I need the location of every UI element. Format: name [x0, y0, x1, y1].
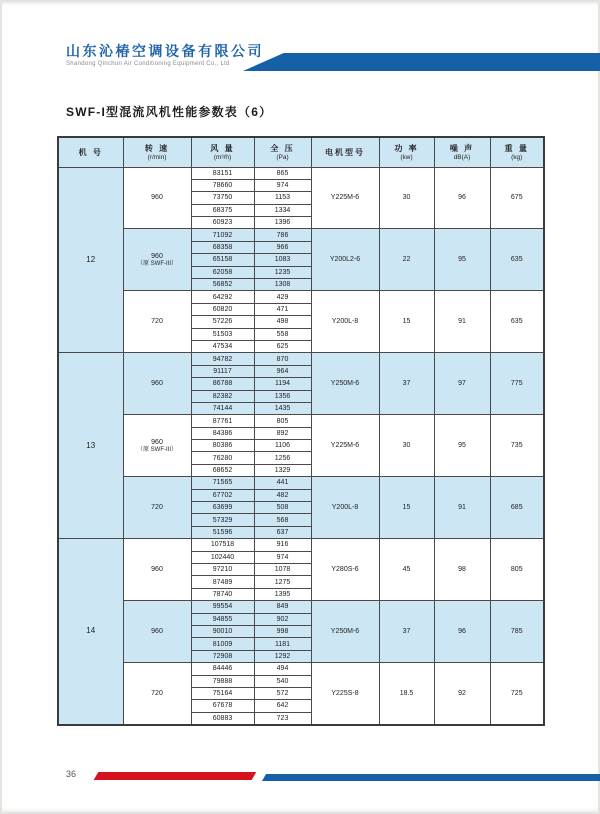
- pressure-cell: 1275: [254, 576, 311, 588]
- pressure-cell: 870: [254, 353, 311, 365]
- pressure-cell: 637: [254, 526, 311, 538]
- speed-cell: 960 （原 SWF-III）: [123, 229, 191, 291]
- col-header: 电机型号: [311, 137, 379, 167]
- speed-cell: 720: [123, 291, 191, 353]
- pressure-cell: 865: [254, 167, 311, 179]
- flow-cell: 47534: [191, 340, 254, 352]
- flow-cell: 94855: [191, 613, 254, 625]
- noise-cell: 91: [434, 291, 490, 353]
- flow-cell: 86788: [191, 378, 254, 390]
- pressure-cell: 1256: [254, 452, 311, 464]
- noise-cell: 96: [434, 601, 490, 663]
- power-cell: 15: [379, 477, 434, 539]
- page-number: 36: [66, 769, 77, 779]
- flow-cell: 78660: [191, 179, 254, 191]
- noise-cell: 95: [434, 229, 490, 291]
- col-header: 转 速 (r/min): [123, 137, 191, 167]
- flow-cell: 102440: [191, 551, 254, 563]
- pressure-cell: 568: [254, 514, 311, 526]
- power-cell: 30: [379, 415, 434, 477]
- motor-cell: Y200L-8: [311, 477, 379, 539]
- pressure-cell: 786: [254, 229, 311, 241]
- pressure-cell: 540: [254, 675, 311, 687]
- weight-cell: 725: [490, 663, 544, 725]
- table-row: [58, 291, 544, 303]
- flow-cell: 63699: [191, 502, 254, 514]
- spec-table-body: [58, 167, 544, 725]
- flow-cell: 84386: [191, 427, 254, 439]
- pressure-cell: 1194: [254, 378, 311, 390]
- pressure-cell: 1329: [254, 464, 311, 476]
- pressure-cell: 441: [254, 477, 311, 489]
- power-cell: 22: [379, 229, 434, 291]
- flow-cell: 60820: [191, 303, 254, 315]
- flow-cell: 60923: [191, 217, 254, 229]
- flow-cell: 74144: [191, 402, 254, 414]
- pressure-cell: 1334: [254, 204, 311, 216]
- flow-cell: 94782: [191, 353, 254, 365]
- pressure-cell: 572: [254, 687, 311, 699]
- noise-cell: 96: [434, 167, 490, 229]
- flow-cell: 57226: [191, 316, 254, 328]
- pressure-cell: 974: [254, 551, 311, 563]
- pressure-cell: 1078: [254, 564, 311, 576]
- flow-cell: 51503: [191, 328, 254, 340]
- weight-cell: 735: [490, 415, 544, 477]
- flow-cell: 75164: [191, 687, 254, 699]
- pressure-cell: 966: [254, 241, 311, 253]
- motor-cell: Y225M-6: [311, 167, 379, 229]
- col-header: 功 率 (kw): [379, 137, 434, 167]
- flow-cell: 73750: [191, 192, 254, 204]
- pressure-cell: 1235: [254, 266, 311, 278]
- speed-cell: 960: [123, 539, 191, 601]
- pressure-cell: 482: [254, 489, 311, 501]
- noise-cell: 98: [434, 539, 490, 601]
- pressure-cell: 1308: [254, 279, 311, 291]
- pressure-cell: 1395: [254, 588, 311, 600]
- pressure-cell: 494: [254, 663, 311, 675]
- noise-cell: 92: [434, 663, 490, 725]
- size-cell: 12: [58, 167, 123, 353]
- size-cell: 14: [58, 539, 123, 725]
- table-row: [58, 663, 544, 675]
- flow-cell: 56852: [191, 279, 254, 291]
- table-row: [58, 229, 544, 241]
- footer-red-band: [94, 772, 257, 780]
- spec-table: [57, 136, 545, 726]
- power-cell: 30: [379, 167, 434, 229]
- pressure-cell: 1292: [254, 650, 311, 662]
- flow-cell: 65158: [191, 254, 254, 266]
- flow-cell: 64292: [191, 291, 254, 303]
- flow-cell: 82382: [191, 390, 254, 402]
- flow-cell: 87761: [191, 415, 254, 427]
- flow-cell: 62058: [191, 266, 254, 278]
- col-header: 全 压 (Pa): [254, 137, 311, 167]
- motor-cell: Y250M-6: [311, 601, 379, 663]
- flow-cell: 67702: [191, 489, 254, 501]
- speed-cell: 960: [123, 353, 191, 415]
- pressure-cell: 625: [254, 340, 311, 352]
- footer-blue-band: [262, 774, 600, 781]
- pressure-cell: 1356: [254, 390, 311, 402]
- pressure-cell: 998: [254, 625, 311, 637]
- pressure-cell: 805: [254, 415, 311, 427]
- motor-cell: Y200L-8: [311, 291, 379, 353]
- pressure-cell: 964: [254, 365, 311, 377]
- motor-cell: Y250M-6: [311, 353, 379, 415]
- flow-cell: 68652: [191, 464, 254, 476]
- pressure-cell: 916: [254, 539, 311, 551]
- header-ribbon: [243, 53, 600, 71]
- flow-cell: 91117: [191, 365, 254, 377]
- pressure-cell: 974: [254, 179, 311, 191]
- brand-logo: [66, 44, 264, 68]
- table-row: [58, 167, 544, 179]
- pressure-cell: 723: [254, 712, 311, 724]
- pressure-cell: 892: [254, 427, 311, 439]
- weight-cell: 685: [490, 477, 544, 539]
- weight-cell: 785: [490, 601, 544, 663]
- noise-cell: 95: [434, 415, 490, 477]
- pressure-cell: 508: [254, 502, 311, 514]
- table-row: [58, 601, 544, 613]
- pressure-cell: 1106: [254, 440, 311, 452]
- flow-cell: 78740: [191, 588, 254, 600]
- flow-cell: 87489: [191, 576, 254, 588]
- table-row: [58, 477, 544, 489]
- noise-cell: 91: [434, 477, 490, 539]
- pressure-cell: 849: [254, 601, 311, 613]
- speed-cell: 960: [123, 601, 191, 663]
- power-cell: 45: [379, 539, 434, 601]
- table-row: [58, 539, 544, 551]
- flow-cell: 99554: [191, 601, 254, 613]
- flow-cell: 83151: [191, 167, 254, 179]
- speed-cell: 720: [123, 663, 191, 725]
- col-header: 机 号: [58, 137, 123, 167]
- flow-cell: 68375: [191, 204, 254, 216]
- col-header: 重 量 (kg): [490, 137, 544, 167]
- weight-cell: 775: [490, 353, 544, 415]
- weight-cell: 805: [490, 539, 544, 601]
- page-title: SWF-I型混流风机性能参数表（6）: [66, 105, 273, 119]
- size-cell: 13: [58, 353, 123, 539]
- flow-cell: 71565: [191, 477, 254, 489]
- pressure-cell: 471: [254, 303, 311, 315]
- power-cell: 15: [379, 291, 434, 353]
- motor-cell: Y280S-6: [311, 539, 379, 601]
- flow-cell: 60883: [191, 712, 254, 724]
- weight-cell: 635: [490, 229, 544, 291]
- pressure-cell: 1083: [254, 254, 311, 266]
- speed-cell: 960 （原 SWF-III）: [123, 415, 191, 477]
- pressure-cell: 1181: [254, 638, 311, 650]
- motor-cell: Y225S-8: [311, 663, 379, 725]
- power-cell: 18.5: [379, 663, 434, 725]
- motor-cell: Y225M-6: [311, 415, 379, 477]
- flow-cell: 79888: [191, 675, 254, 687]
- speed-cell: 960: [123, 167, 191, 229]
- flow-cell: 81009: [191, 638, 254, 650]
- power-cell: 37: [379, 601, 434, 663]
- flow-cell: 67678: [191, 700, 254, 712]
- weight-cell: 635: [490, 291, 544, 353]
- pressure-cell: 429: [254, 291, 311, 303]
- pressure-cell: 902: [254, 613, 311, 625]
- flow-cell: 80386: [191, 440, 254, 452]
- flow-cell: 57329: [191, 514, 254, 526]
- flow-cell: 97210: [191, 564, 254, 576]
- speed-cell: 720: [123, 477, 191, 539]
- spec-table-head: [58, 137, 544, 167]
- pressure-cell: 1435: [254, 402, 311, 414]
- noise-cell: 97: [434, 353, 490, 415]
- flow-cell: 68358: [191, 241, 254, 253]
- flow-cell: 84446: [191, 663, 254, 675]
- pressure-cell: 1153: [254, 192, 311, 204]
- weight-cell: 675: [490, 167, 544, 229]
- company-name: 山东沁椿空调设备有限公司: [66, 43, 264, 59]
- flow-cell: 72908: [191, 650, 254, 662]
- flow-cell: 90010: [191, 625, 254, 637]
- flow-cell: 76280: [191, 452, 254, 464]
- table-row: [58, 415, 544, 427]
- pressure-cell: 498: [254, 316, 311, 328]
- motor-cell: Y200L2-6: [311, 229, 379, 291]
- pressure-cell: 1396: [254, 217, 311, 229]
- flow-cell: 71092: [191, 229, 254, 241]
- flow-cell: 107518: [191, 539, 254, 551]
- company-subtitle: Shandong Qinchun Air Conditioning Equipment Co., Ltd: [66, 61, 230, 68]
- table-row: [58, 353, 544, 365]
- pressure-cell: 642: [254, 700, 311, 712]
- pressure-cell: 558: [254, 328, 311, 340]
- col-header: 风 量 (m³/h): [191, 137, 254, 167]
- flow-cell: 51596: [191, 526, 254, 538]
- power-cell: 37: [379, 353, 434, 415]
- col-header: 噪 声 dB(A): [434, 137, 490, 167]
